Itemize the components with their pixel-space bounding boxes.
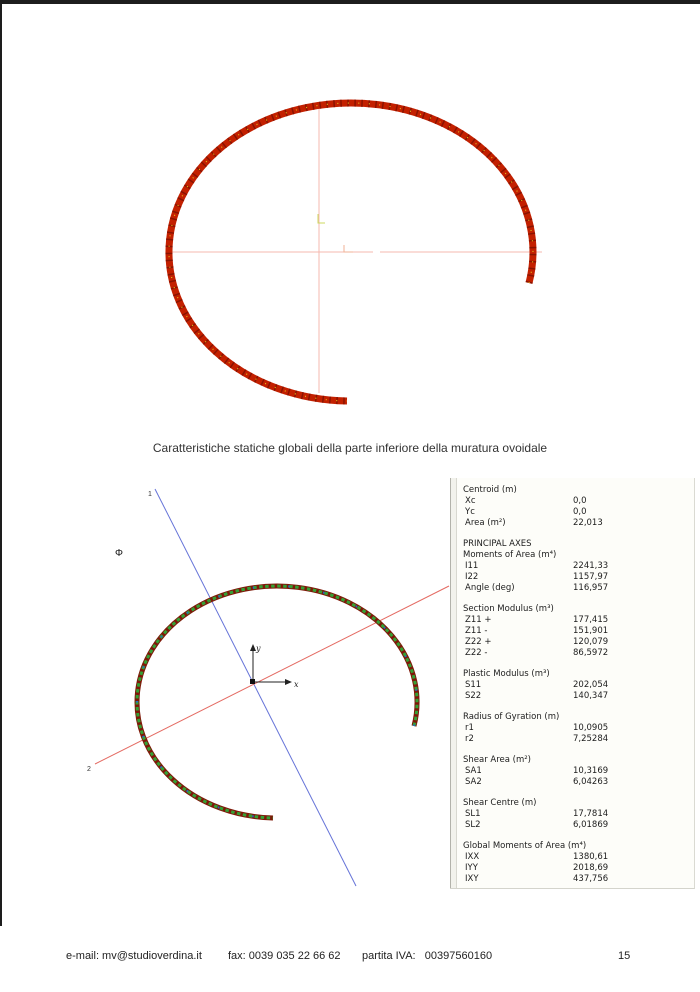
figure-caption: Caratteristiche statiche globali della parte inferiore della muratura ovoidale (152, 441, 548, 455)
panel-row (463, 615, 694, 626)
panel-row-label: r1 (465, 723, 474, 733)
panel-row-label: S22 (465, 691, 482, 701)
panel-row-label: Z22 + (465, 637, 492, 647)
panel-section-header: Shear Centre (m) (463, 798, 537, 808)
panel-row-value: 6,01869 (573, 820, 609, 830)
panel-row (463, 572, 694, 583)
x-axis-arrowhead-icon (285, 679, 292, 685)
origin-marker-salmon-icon (344, 245, 353, 252)
panel-row (463, 723, 694, 734)
figure-principal-axes (87, 489, 449, 886)
panel-section-subheader: Moments of Area (m⁴) (463, 550, 557, 560)
panel-row (463, 637, 694, 648)
panel-row-value: 116,957 (573, 583, 609, 593)
panel-row-value: 437,756 (573, 874, 609, 884)
panel-row (463, 648, 694, 659)
panel-left-separator (450, 478, 457, 888)
footer-vat: partita IVA: 00397560160 (362, 950, 493, 962)
panel-row-label: SL1 (465, 809, 481, 819)
panel-row-label: Area (m²) (465, 518, 506, 528)
panel-row (463, 809, 694, 820)
panel-row-value: 17,7814 (573, 809, 609, 819)
principal-axis-1-line (155, 489, 356, 886)
phi-symbol-icon: Φ (115, 548, 123, 559)
panel-row (463, 766, 694, 777)
panel-row-label: Z11 - (465, 626, 488, 636)
axis-2-label: 2 (87, 766, 91, 773)
panel-row-label: SA1 (465, 766, 482, 776)
panel-section-header: Global Moments of Area (m⁴) (463, 841, 587, 851)
footer-fax: fax: 0039 035 22 66 62 (228, 950, 341, 962)
panel-row (463, 518, 694, 529)
panel-row-label: Xc (465, 496, 476, 506)
panel-row-value: 10,0905 (573, 723, 609, 733)
panel-section-header: Plastic Modulus (m³) (463, 669, 550, 679)
panel-row (463, 820, 694, 831)
footer-email: e-mail: mv@studioverdina.it (66, 950, 202, 962)
panel-section-principal-axes (463, 539, 694, 594)
x-axis-label: x (294, 680, 299, 689)
panel-row-value: 177,415 (573, 615, 609, 625)
panel-row-value: 2241,33 (573, 561, 609, 571)
panel-row-value: 86,5972 (573, 648, 609, 658)
page-number: 15 (618, 950, 631, 962)
panel-row-label: Z22 - (465, 648, 488, 658)
panel-section-shear-centre (463, 798, 694, 831)
panel-row-label: Yc (465, 507, 475, 517)
principal-axis-2-line (95, 586, 449, 764)
panel-row-label: IXX (465, 852, 480, 862)
panel-section-header: Shear Area (m²) (463, 755, 531, 765)
panel-row-label: r2 (465, 734, 474, 744)
panel-section-header: Section Modulus (m³) (463, 604, 554, 614)
panel-row-value: 6,04263 (573, 777, 609, 787)
panel-row (463, 507, 694, 518)
panel-row-value: 0,0 (573, 496, 587, 506)
panel-row-value: 2018,69 (573, 863, 609, 873)
panel-row-value: 1157,97 (573, 572, 609, 582)
panel-row-value: 140,347 (573, 691, 609, 701)
panel-section-header: Radius of Gyration (m) (463, 712, 560, 722)
panel-row (463, 777, 694, 788)
panel-row-value: 10,3169 (573, 766, 609, 776)
panel-section-shear-area (463, 755, 694, 788)
local-axes-origin (250, 644, 299, 689)
panel-row-label: I11 (465, 561, 479, 571)
panel-section-header: Centroid (m) (463, 485, 517, 495)
axis-1-label: 1 (148, 491, 152, 498)
section-properties-panel (450, 478, 695, 889)
panel-row (463, 874, 694, 885)
page-left-scan-edge (0, 0, 2, 926)
figure-ovoid-mesh-top (169, 103, 542, 401)
panel-section-radius-gyration (463, 712, 694, 745)
panel-row-value: 202,054 (573, 680, 609, 690)
page-footer (0, 948, 700, 964)
panel-row-value: 22,013 (573, 518, 603, 528)
panel-row-label: IXY (465, 874, 479, 884)
panel-row-label: IYY (465, 863, 478, 873)
panel-row-label: Angle (deg) (465, 583, 515, 593)
panel-section-global-moments (463, 841, 694, 885)
panel-row (463, 496, 694, 507)
panel-row-value: 1380,61 (573, 852, 609, 862)
panel-row (463, 852, 694, 863)
panel-row-label: SA2 (465, 777, 482, 787)
panel-row (463, 734, 694, 745)
panel-row (463, 626, 694, 637)
panel-row (463, 863, 694, 874)
panel-section-section-modulus (463, 604, 694, 659)
panel-row-label: SL2 (465, 820, 481, 830)
panel-row-value: 0,0 (573, 507, 587, 517)
panel-section-centroid (463, 485, 694, 529)
page-top-scan-edge (0, 0, 700, 4)
panel-section-plastic-modulus (463, 669, 694, 702)
panel-row-value: 7,25284 (573, 734, 609, 744)
y-axis-label: y (256, 644, 261, 653)
panel-row-value: 151,901 (573, 626, 609, 636)
panel-row (463, 561, 694, 572)
origin-point (250, 679, 255, 684)
panel-row-value: 120,079 (573, 637, 609, 647)
panel-row (463, 691, 694, 702)
panel-row-label: Z11 + (465, 615, 492, 625)
panel-row-label: S11 (465, 680, 482, 690)
panel-row (463, 583, 694, 594)
panel-row (463, 680, 694, 691)
panel-section-header: PRINCIPAL AXES (463, 539, 532, 549)
panel-row-label: I22 (465, 572, 479, 582)
